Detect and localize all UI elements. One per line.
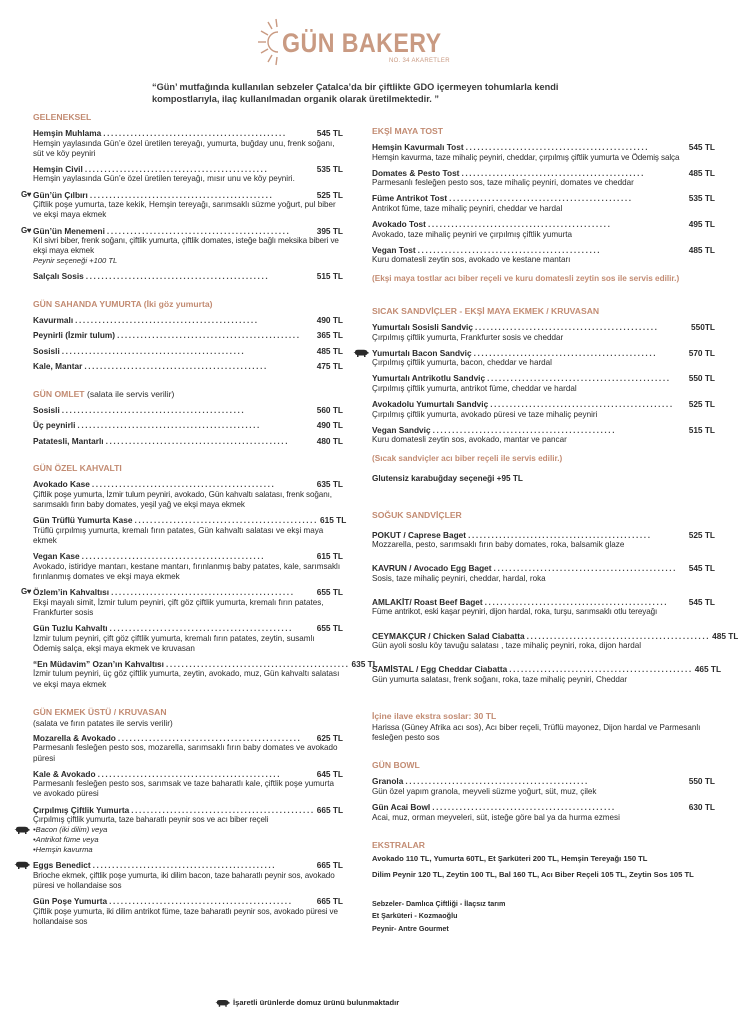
menu-item: G♥ Gün’ün Çılbırı ............................................... 525 TL Çiftlik poşe yumurta, taze kekik, Hemşin tereyağı, sarımsaklı süzme yoğurt, pul biber ve ekşi maya ekmek (21, 189, 343, 220)
section-title: GÜN ÖZEL KAHVALTI (33, 463, 122, 474)
menu-item: Avokado Kase ............................................... 635 TL Çiftlik poşe yumurta, İzmir tulum peyniri, avokado, Gün kahvaltı salatası, frenk soğanı, sarımsaklı fırın baby domates, yeşil yağ ve ekşi maya ekmek (33, 479, 343, 510)
menu-item: SAMİSTAL / Egg Cheddar Ciabatta ............................................... 465 TL Gün yumurta salatası, frenk soğanı, roka, taze mihaliç peyniri, Cheddar (372, 664, 722, 684)
item-price: 525 TL (688, 529, 715, 540)
item-desc: Antrikot füme, taze mihaliç peyniri, cheddar ve hardal (372, 203, 563, 213)
item-name: Kale, Mantar (33, 361, 83, 372)
menu-item: Domates & Pesto Tost ............................................... 485 TL Parmesanlı fesleğen pesto sos, taze mihaliç peyniri, domates ve cheddar (372, 167, 715, 188)
item-name: Gün Poşe Yumurta (33, 896, 108, 907)
item-price: 490 TL (316, 314, 343, 325)
menu-item: KAVRUN / Avocado Egg Baget ............................................... 545 TL Sosis, taze mihaliç peyniri, cheddar, hardal, roka (372, 563, 715, 583)
menu-item: “En Müdavim” Ozan’ın Kahvaltısı ............................................... 635 TL İzmir tulum peyniri, üç göz çiftlik yumurta, zeytin, avokado, muz, Gün kahvaltı salatası ve ekşi maya ekmek (33, 658, 378, 689)
item-name: Granola (372, 776, 404, 787)
item-name: Avokado Tost (372, 219, 426, 230)
item-price: 645 TL (316, 768, 343, 779)
item-desc: Gün ayoli soslu köy tavuğu salatası , taze mihaliç peyniri, roka, dijon hardal (372, 641, 642, 651)
menu-item: Gün Tuzlu Kahvaltı ............................................... 655 TL İzmir tulum peyniri, çift göz çiftlik yumurta, kremalı fırın patates, zeytin, susamlı Ödemiş salça, ekşi maya ekmek ve kruvasan (33, 623, 343, 653)
item-option: •Bacon (iki dilim) veya (33, 825, 108, 835)
item-desc: Gün yumurta salatası, frenk soğanı, roka, taze mihaliç peyniri, Cheddar (372, 674, 628, 684)
item-price: 485 TL (316, 345, 343, 356)
section-title-suffix: (salata ile servis verilir) (86, 388, 175, 399)
menu-item: Avokado Tost ............................................... 495 TL Avokado, taze mihaliç peyniri ve çırpılmış çiftlik yumurta (372, 219, 715, 239)
menu-item: Eggs Benedict ............................................... 665 TL Brioche ekmek, çiftlik poşe yumurta, iki dilim bacon, taze baharatlı peynir sos, avokado püresi ve hollandaise sos (33, 860, 343, 891)
item-desc: Kuru domatesli zeytin sos, avokado, mantar ve pancar (372, 435, 567, 445)
item-name: Peynirli (İzmir tulum) (33, 330, 116, 341)
menu-item: Kale & Avokado ............................................... 645 TL Parmesanlı fesleğen pesto sos, sarımsak ve taze baharatlı kale, çiftlik poşe yumurta ve avokado püresi (33, 768, 343, 799)
suppliers (372, 898, 715, 936)
item-desc: İzmir tulum peyniri, üç göz çiftlik yumurta, zeytin, avokado, muz, Gün kahvaltı salatası ve ekşi maya ekmek (33, 669, 340, 689)
section-soguk-sandvic (372, 509, 738, 686)
supplier-line: Sebzeler- Damlıca Çiftliği - İlaçsız tarım (372, 898, 506, 908)
item-price: 665 TL (316, 804, 344, 815)
item-name: Domates & Pesto Tost (372, 167, 460, 178)
menu-item: Sosisli ............................................... 560 TL (33, 404, 343, 415)
menu-item: G♥ Özlem’in Kahvaltısı ............................................... 655 TL Ekşi mayalı simit, İzmir tulum peyniri, çift göz çiftlik yumurta, kremalı fırın patates, Frankfurter sosis (21, 587, 343, 617)
item-name: Gün Acai Bowl (372, 802, 431, 813)
brand-name: GÜN BAKERY (282, 28, 442, 58)
item-option: •Antrikot füme veya (33, 835, 99, 845)
right-column (372, 126, 738, 952)
item-name: Hemşin Kavurmalı Tost (372, 142, 464, 152)
heart-icon: ♥ (26, 189, 31, 199)
section-ekstra-sos (372, 711, 715, 743)
item-name: Salçalı Sosis (33, 271, 84, 282)
item-name: Sosisli (33, 345, 60, 356)
item-price: 615 TL (319, 515, 347, 526)
header (0, 0, 722, 80)
item-price: 570 TL (688, 347, 715, 358)
g-icon: G (21, 587, 27, 597)
menu-item: Peynirli (İzmir tulum) ............................................... 365 TL (33, 330, 343, 341)
item-name: Füme Antrikot Tost (372, 193, 448, 204)
item-desc: Parmesanlı fesleğen pesto sos, taze mihaliç peyniri, domates ve cheddar (372, 178, 634, 188)
item-desc: Brioche ekmek, çiftlik poşe yumurta, iki dilim bacon, taze baharatlı peynir sos, avokado püresi ve hollandaise sos (33, 870, 335, 891)
item-desc: Sosis, taze mihaliç peyniri, cheddar, hardal, roka (372, 573, 546, 583)
section-title: SOĞUK SANDVİÇLER (372, 509, 462, 520)
item-name: Yumurtalı Antrikotlu Sandviç (372, 373, 486, 384)
item-name: Hemşin Muhlama (33, 128, 102, 138)
menu-item: Salçalı Sosis ............................................... 515 TL (33, 271, 343, 282)
item-desc: Hemşin yaylasında Gün’e özel üretilen tereyağı, yumurta, buğday unu, frenk soğanı, süt ve köy peyniri (33, 138, 335, 158)
item-price: 615 TL (316, 551, 343, 562)
section-title: GÜN BOWL (372, 760, 420, 771)
gluten-free-option: Glutensiz karabuğday seçeneği +95 TL (372, 474, 523, 484)
section-title-text: GÜN OMLET (33, 388, 85, 399)
item-price: 545 TL (688, 596, 715, 607)
item-desc: Parmesanlı fesleğen pesto sos, sarımsak ve taze baharatlı kale, çiftlik poşe yumurta ve avokado püresi (33, 779, 334, 799)
g-icon: G (21, 189, 27, 199)
item-price: 475 TL (316, 361, 343, 372)
item-name: Hemşin Civil (33, 163, 83, 174)
menu-item: Kavurmalı ............................................... 490 TL (33, 314, 343, 325)
menu-item: Mozarella & Avokado ............................................... 625 TL Parmesanlı fesleğen pesto sos, mozarella, sarımsaklı fırın baby domates ve avokado püresi (33, 732, 343, 763)
supplier-line: Peynir- Antre Gourmet (372, 923, 449, 933)
item-name: Eggs Benedict (33, 860, 91, 871)
heart-icon: ♥ (26, 225, 31, 235)
item-name: SAMİSTAL / Egg Cheddar Ciabatta (372, 664, 508, 675)
item-name: Gün’ün Menemeni (33, 225, 105, 236)
item-desc: Kuru domatesli zeytin sos, avokado ve kestane mantarı (372, 255, 571, 265)
section-bowl (372, 760, 715, 822)
menu-item: G♥ Gün’ün Menemeni ............................................... 395 TL Kıl sivri biber, frenk soğanı, çiftlik yumurta, çiftlik domates, isteğe bağlı meksika biberi ve ekşi maya ekmek Peynir seçeneği +100 TL (21, 225, 343, 266)
menu-item: Yumurtalı Antrikotlu Sandviç ............................................... 550 TL Çırpılmış çiftlik yumurta, antrikot füme, cheddar ve hardal (372, 373, 715, 393)
item-desc: Hemşin kavurma, taze mihaliç peyniri, cheddar, çırpılmış çiftlik yumurta ve Ödemiş salça (372, 152, 680, 162)
menu-item: Kale, Mantar ............................................... 475 TL (33, 361, 343, 372)
item-desc: Çırpılmış çiftlik yumurta, antrikot füme, cheddar ve hardal (372, 383, 577, 393)
pig-icon (215, 999, 230, 1007)
tagline: “Gün’ mutfağında kullanılan sebzeler Çatalca’da bir çiftlikte GDO içermeyen tohumlarla kendi kompostlarıyla, ilaç kullanılmadan organik olarak üretilmektedir. ” (152, 82, 559, 104)
item-price: 630 TL (688, 802, 715, 813)
item-name: Gün’ün Çılbırı (33, 189, 88, 200)
section-sicak-sandvic (372, 306, 715, 485)
brand-subtitle: NO. 34 AKARETLER (389, 58, 450, 64)
item-price: 665 TL (316, 896, 343, 907)
item-name: Gün Trüflü Yumurta Kase (33, 515, 133, 526)
item-name: “En Müdavim” Ozan’ın Kahvaltısı (33, 658, 164, 669)
item-desc: Çiftlik poşe yumurta, taze kekik, Hemşin tereyağı, sarımsaklı süzme yoğurt, pul biber ve ekşi maya ekmek (33, 200, 336, 220)
item-desc: Mozzarella, pesto, sarımsaklı fırın baby domates, roka, balsamik glaze (372, 540, 625, 550)
section-omlet (33, 389, 343, 447)
section-title: EKŞİ MAYA TOST (372, 126, 443, 136)
g-icon: G (21, 225, 27, 235)
menu-item: Vegan Sandviç ............................................... 515 TL Kuru domatesli zeytin sos, avokado, mantar ve pancar (372, 424, 715, 445)
item-price: 485 TL (712, 630, 738, 641)
item-desc: Avokado, taze mihaliç peyniri ve çırpılmış çiftlik yumurta (372, 229, 573, 239)
menu-item: CEYMAKÇUR / Chicken Salad Ciabatta ............................................... 485 TL Gün ayoli soslu köy tavuğu salatası , taze mihaliç peyniri, roka, dijon hardal (372, 630, 738, 651)
item-desc: Çırpılmış çiftlik yumurta, Frankfurter sosis ve cheddar (372, 332, 564, 342)
item-price: 535 TL (316, 163, 343, 174)
item-price: 545 TL (688, 563, 715, 574)
item-name: Vegan Kase (33, 551, 80, 562)
extras-line: Avokado 110 TL, Yumurta 60TL, Et Şarküteri 200 TL, Hemşin Tereyağı 150 TL (372, 853, 648, 863)
item-price: 515 TL (688, 424, 715, 435)
item-price: 490 TL (316, 420, 343, 431)
item-price: 550TL (691, 322, 715, 333)
menu-item: Vegan Kase ............................................... 615 TL Avokado, istiridye mantarı, kestane mantarı, fırınlanmış baby patates, kale, sarımsaklı fırınlanmış domates ve ekşi maya ekmek (33, 551, 343, 581)
item-desc: Gün özel yapım granola, meyveli süzme yoğurt, süt, muz, çilek (372, 786, 597, 796)
item-name: Avokadolu Yumurtalı Sandviç (372, 399, 489, 410)
section-title: GÜN EKMEK ÜSTÜ / KRUVASAN (33, 706, 167, 717)
menu-item: Granola ............................................... 550 TL Gün özel yapım granola, meyveli süzme yoğurt, süt, muz, çilek (372, 776, 715, 796)
item-name: POKUT / Caprese Baget (372, 529, 467, 540)
item-name: Yumurtalı Sosisli Sandviç (372, 322, 473, 333)
item-name: Kavurmalı (33, 314, 74, 325)
item-name: Sosisli (33, 404, 60, 415)
menu-item: Üç peynirli ............................................... 490 TL (33, 420, 343, 431)
menu-item: Vegan Tost ............................................... 485 TL Kuru domatesli zeytin sos, avokado ve kestane mantarı (372, 244, 715, 265)
item-price: 655 TL (316, 587, 343, 598)
item-price: 635 TL (316, 479, 343, 490)
section-note: (Sıcak sandviçler acı biber reçeli ile servis edilir.) (372, 453, 563, 463)
item-price: 495 TL (688, 219, 715, 230)
section-title: GELENEKSEL (33, 112, 92, 122)
section-ekmek-ustu (33, 707, 343, 927)
left-column (21, 112, 378, 944)
item-price: 535 TL (688, 193, 715, 204)
item-name: Mozarella & Avokado (33, 732, 116, 743)
item-desc: Çırpılmış çiftlik yumurta, avokado püresi ve taze mihaliç peyniri (372, 409, 598, 419)
item-price: 515 TL (316, 271, 343, 282)
section-geleneksel (21, 112, 343, 282)
menu-item: Patatesli, Mantarlı ............................................... 480 TL (33, 435, 343, 446)
section-title (33, 389, 343, 399)
item-desc: Çiftlik poşe yumurta, iki dilim antrikot füme, taze baharatlı peynir sos, avokado püresi ve hollandaise sos (33, 906, 338, 926)
menu-item: Çırpılmış Çiftlik Yumurta ............................................... 665 TL Çırpılmış çiftlik yumurta, taze baharatlı peynir sos ve acı biber reçeli •Bacon (iki dilim) veya •Antrikot füme veya •Hemşin kavurma (33, 805, 343, 856)
item-name: Vegan Tost (372, 244, 416, 255)
section-desc: Harissa (Güney Afrika acı sos), Acı biber reçeli, Trüflü mayonez, Dijon hardal ve Parmesanlı fesleğen pesto sos (372, 723, 701, 743)
sun-icon (256, 18, 280, 66)
item-desc: Avokado, istiridye mantarı, kestane mantarı, fırınlanmış baby patates, kale, sarımsaklı fırınlanmış domates ve ekşi maya ekmek (33, 561, 341, 581)
pig-icon (14, 861, 30, 869)
item-desc: Trüflü çırpılmış yumurta, kremalı fırın patates, Gün kahvaltı salatası ve ekşi maya ekmek (33, 525, 324, 546)
gluten-vegan-mark (21, 190, 31, 199)
supplier-line: Et Şarküteri - Kozmaoğlu (372, 911, 458, 921)
item-name: AMLAKİT/ Roast Beef Baget (372, 596, 483, 607)
section-ekstralar (372, 840, 715, 881)
item-desc: İzmir tulum peyniri, çift göz çiftlik yumurta, kremalı fırın patates, zeytin, susamlı Ödemiş salça, ekşi maya ekmek ve kruvasan (33, 633, 315, 653)
item-price: 550 TL (688, 776, 715, 787)
item-price: 625 TL (316, 732, 343, 743)
section-sahanda (33, 299, 343, 372)
item-name: Kale & Avokado (33, 768, 96, 779)
item-price: 485 TL (688, 244, 715, 255)
item-name: CEYMAKÇUR / Chicken Salad Ciabatta (372, 630, 525, 641)
item-name: Vegan Sandviç (372, 424, 431, 435)
item-desc: Ekşi mayalı simit, İzmir tulum peyniri, çift göz çiftlik yumurta, kremalı fırın patates, Frankfurter sosis (33, 597, 324, 617)
menu-item: Yumurtalı Bacon Sandviç ............................................... 570 TL Çırpılmış çiftlik yumurta, bacon, cheddar ve hardal (372, 348, 715, 369)
item-option: •Hemşin kavurma (33, 845, 93, 855)
item-price: 545 TL (688, 142, 715, 152)
menu-item: Hemşin Kavurmalı Tost ............................................... 545 TL Hemşin kavurma, taze mihaliç peyniri, cheddar, çırpılmış çiftlik yumurta ve Ödemiş salça (372, 142, 715, 162)
item-price: 395 TL (316, 225, 343, 236)
item-price: 485 TL (688, 167, 715, 178)
extras-line: Dilim Peynir 120 TL, Zeytin 100 TL, Bal 160 TL, Acı Biber Reçeli 105 TL, Zeytin Sos 105 TL (372, 869, 694, 879)
menu-item: Hemşin Muhlama ............................................... 545 TL Hemşin yaylasında Gün’e özel üretilen tereyağı, yumurta, buğday unu, frenk soğanı, süt ve köy peyniri (33, 128, 343, 158)
item-name: Patatesli, Mantarlı (33, 435, 104, 446)
menu-item: Gün Acai Bowl ............................................... 630 TL Acai, muz, orman meyveleri, süt, isteğe göre bal ya da hurma ezmesi (372, 802, 715, 822)
heart-icon: ♥ (26, 587, 31, 597)
item-desc: Füme antrikot, eski kaşar peyniri, dijon hardal, roka, turşu, sarımsaklı otlu tereyağı (372, 607, 658, 617)
menu-item: Avokadolu Yumurtalı Sandviç ............................................... 525 TL Çırpılmış çiftlik yumurta, avokado püresi ve taze mihaliç peyniri (372, 399, 715, 419)
item-name: Özlem’in Kahvaltısı (33, 587, 110, 598)
menu-item: Füme Antrikot Tost ............................................... 535 TL Antrikot füme, taze mihaliç peyniri, cheddar ve hardal (372, 193, 715, 213)
item-desc: Çırpılmış çiftlik yumurta, bacon, cheddar ve hardal (372, 358, 552, 368)
item-price: 655 TL (316, 623, 343, 634)
item-price: 665 TL (316, 860, 343, 871)
section-title: GÜN SAHANDA YUMURTA (İki göz yumurta) (33, 298, 213, 309)
item-price: 480 TL (316, 435, 343, 446)
menu-item: Gün Trüflü Yumurta Kase ............................................... 615 TL Trüflü çırpılmış yumurta, kremalı fırın patates, Gün kahvaltı salatası ve ekşi maya ekmek (33, 515, 347, 546)
section-title: EKSTRALAR (372, 839, 425, 850)
item-name: Avokado Kase (33, 479, 90, 490)
item-option: Peynir seçeneği +100 TL (33, 256, 118, 266)
item-price: 545 TL (316, 128, 343, 138)
item-price: 525 TL (316, 189, 343, 200)
item-name: Üç peynirli (33, 420, 76, 431)
item-desc: Çırpılmış çiftlik yumurta, taze baharatlı peynir sos ve acı biber reçeli (33, 815, 269, 825)
item-name: Çırpılmış Çiftlik Yumurta (33, 804, 130, 815)
menu-item: AMLAKİT/ Roast Beef Baget ............................................... 545 TL Füme antrikot, eski kaşar peyniri, dijon hardal, roka, turşu, sarımsaklı otlu tereyağı (372, 596, 715, 617)
item-price: 465 TL (694, 664, 722, 675)
item-desc: Hemşin yaylasında Gün’e özel üretilen tereyağı, mısır unu ve köy peyniri. (33, 174, 295, 184)
item-price: 365 TL (316, 330, 343, 341)
item-name: KAVRUN / Avocado Egg Baget (372, 563, 492, 574)
section-note: (Ekşi maya tostlar acı biber reçeli ve kuru domatesli zeytin sos ile servis edilir.) (372, 273, 680, 283)
section-subtitle: (salata ve fırın patates ile servis verilir) (33, 718, 173, 728)
item-desc: Çiftlik poşe yumurta, İzmir tulum peyniri, avokado, Gün kahvaltı salatası, frenk soğanı, sarımsaklı fırın baby domates, yeşil yağ ve ekşi maya ekmek (33, 489, 332, 510)
footer-note (215, 998, 399, 1007)
item-name: Yumurtalı Bacon Sandviç (372, 347, 472, 358)
footer-text: İşaretli ürünlerde domuz ürünü bulunmaktadır (233, 998, 400, 1007)
item-desc: Acai, muz, orman meyveleri, süt, isteğe göre bal ya da hurma ezmesi (372, 812, 620, 822)
item-desc: Parmesanlı fesleğen pesto sos, mozarella, sarımsaklı fırın baby domates ve avokado püresi (33, 743, 338, 763)
item-price: 525 TL (688, 399, 715, 410)
item-price: 635 TL (351, 658, 378, 669)
gluten-vegan-mark (21, 226, 31, 235)
menu-item: Sosisli ............................................... 485 TL (33, 345, 343, 356)
item-name: Gün Tuzlu Kahvaltı (33, 623, 108, 634)
section-ozel-kahvalti (21, 463, 378, 689)
menu-item: Hemşin Civil ............................................... 535 TL Hemşin yaylasında Gün’e özel üretilen tereyağı, mısır unu ve köy peyniri. (33, 163, 343, 184)
item-price: 560 TL (316, 404, 343, 415)
menu-item: POKUT / Caprese Baget ............................................... 525 TL Mozzarella, pesto, sarımsaklı fırın baby domates, roka, balsamik glaze (372, 529, 715, 550)
item-price: 550 TL (688, 373, 715, 384)
menu-item: Gün Poşe Yumurta ............................................... 665 TL Çiftlik poşe yumurta, iki dilim antrikot füme, taze baharatlı peynir sos, avokado püresi ve hollandaise sos (33, 896, 343, 926)
item-desc: Kıl sivri biber, frenk soğanı, çiftlik yumurta, çiftlik domates, isteğe bağlı meksika biberi ve ekşi maya ekmek (33, 236, 339, 256)
pig-icon (353, 349, 369, 357)
pig-icon (14, 826, 30, 834)
section-title: SICAK SANDVİÇLER - EKŞİ MAYA EKMEK / KRUVASAN (372, 306, 600, 317)
section-title: İçine ilave ekstra soslar: 30 TL (372, 711, 497, 722)
gluten-vegan-mark (21, 587, 31, 596)
menu-item: Yumurtalı Sosisli Sandviç ............................................... 550TL Çırpılmış çiftlik yumurta, Frankfurter sosis ve cheddar (372, 322, 715, 342)
section-eksi-maya-tost (372, 126, 715, 284)
